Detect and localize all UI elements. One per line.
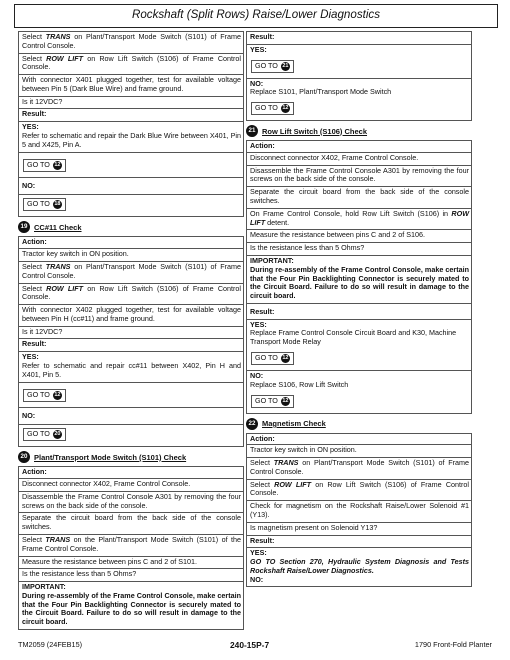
step-text: Measure the resistance between pins C and 2 of S106.: [246, 230, 472, 243]
page-title: Rockshaft (Split Rows) Raise/Lower Diagnostics: [131, 8, 381, 21]
goto-link[interactable]: [251, 395, 294, 408]
goto-label: GO TO: [27, 389, 50, 399]
yes-block: [246, 320, 472, 371]
section-number-badge: 20: [18, 451, 30, 463]
section-number-badge: 22: [246, 418, 258, 430]
question-text: Is the resistance less than 5 Ohms?: [246, 243, 472, 256]
page-footer: [18, 641, 492, 653]
goto-label: GO TO: [27, 429, 50, 439]
yes-label: YES:: [22, 352, 39, 362]
goto-label: GO TO: [255, 353, 278, 363]
step-number-badge: 12: [54, 161, 61, 168]
step-text: Select TRANS on Plant/Transport Mode Switch (S101) of Frame Control Console.: [18, 262, 244, 284]
action-label: Action:: [246, 433, 472, 445]
important-block: [18, 582, 244, 630]
goto-label: GO TO: [255, 103, 278, 113]
step-text: Tractor key switch in ON position.: [18, 248, 244, 262]
important-label: IMPORTANT:: [22, 582, 66, 592]
yes-block: [18, 352, 244, 382]
goto-block: [18, 153, 244, 178]
step-number-badge: 18: [54, 201, 61, 208]
question-text: Is magnetism present on Solenoid Y13?: [246, 523, 472, 536]
goto-link[interactable]: [23, 159, 66, 172]
no-text: Replace S106, Row Lift Switch: [250, 379, 349, 389]
no-block: [246, 79, 472, 122]
goto-label: GO TO: [27, 159, 50, 169]
goto-link[interactable]: [251, 60, 294, 73]
step-number-badge: 12: [282, 354, 289, 361]
footer-doc-id: TM2059 (24FEB15): [18, 640, 83, 649]
step-text: On Frame Control Console, hold Row Lift Switch (S106) in ROW LIFT detent.: [246, 209, 472, 231]
action-label: Action:: [246, 140, 472, 152]
step-text: Select TRANS on the Plant/Transport Mode Switch (S101) of the Frame Control Console.: [18, 535, 244, 557]
step-text: Disconnect connector X402, Frame Control Console.: [246, 152, 472, 166]
question-text: Is the resistance less than 5 Ohms?: [18, 569, 244, 582]
result-label: Result:: [246, 304, 472, 320]
yes-label: YES:: [22, 122, 39, 132]
action-label: Action:: [18, 236, 244, 248]
page-header: [14, 4, 498, 28]
step-text: Disassemble the Frame Control Console A301 by removing the four screws on the back side of the console.: [246, 166, 472, 188]
section-heading: [18, 451, 244, 463]
step-text: Select TRANS on Plant/Transport Mode Switch (S101) of Frame Control Console.: [18, 31, 244, 54]
yes-text: Replace Frame Control Console Circuit Board and K30, Machine Transport Mode Relay: [250, 328, 457, 347]
action-label: Action:: [18, 466, 244, 478]
goto-label: GO TO: [255, 60, 278, 70]
section-title: CC#11 Check: [34, 222, 82, 232]
step-text: Select TRANS on Plant/Transport Mode Switch (S101) of Frame Control Console.: [246, 458, 472, 480]
yes-text: GO TO Section 270, Hydraulic System Diagnosis and Tests Rockshaft Raise/Lower Diagnostics.: [250, 557, 469, 575]
no-label: NO:: [18, 408, 244, 426]
yes-text: Refer to schematic and repair the Dark Blue Wire between X401, Pin 5 and X425, Pin A.: [22, 131, 241, 149]
step-text: Select ROW LIFT on Row Lift Switch (S106) of Frame Control Console.: [18, 54, 244, 76]
no-block: [246, 371, 472, 414]
yes-label: YES:: [250, 44, 267, 54]
section-title: Magnetism Check: [262, 418, 326, 428]
step-text: Measure the resistance between pins C and 2 of S101.: [18, 557, 244, 570]
important-label: IMPORTANT:: [250, 255, 294, 265]
step-number-badge: 21: [282, 62, 289, 69]
yes-block: [18, 122, 244, 152]
no-label: NO:: [250, 78, 264, 88]
goto-block: [18, 383, 244, 408]
important-block: [246, 256, 472, 304]
no-label: NO:: [250, 370, 264, 380]
result-label: Result:: [246, 536, 472, 549]
no-label: NO:: [18, 178, 244, 196]
goto-block: [18, 195, 244, 217]
section-number-badge: 21: [246, 125, 258, 137]
result-label: Result:: [246, 31, 472, 45]
goto-link[interactable]: [251, 102, 294, 115]
step-text: With connector X401 plugged together, test for available voltage between Pin 5 (Dark Blue Wire) and frame ground.: [18, 75, 244, 97]
step-number-badge: 12: [54, 391, 61, 398]
step-number-badge: 12: [282, 397, 289, 404]
yes-block: [246, 45, 472, 79]
step-text: Separate the circuit board from the back side of the console switches.: [246, 187, 472, 209]
left-column: [18, 31, 244, 630]
right-column: [246, 31, 472, 587]
section-number-badge: 19: [18, 221, 30, 233]
goto-block: [18, 425, 244, 447]
goto-link[interactable]: [23, 389, 66, 402]
goto-label: GO TO: [255, 395, 278, 405]
no-label: NO:: [250, 574, 264, 584]
yes-label: YES:: [250, 319, 267, 329]
step-text: With connector X402 plugged together, test for available voltage between Pin H (cc#11) and frame ground.: [18, 305, 244, 327]
step-text: Separate the circuit board from the back side of the console switches.: [18, 513, 244, 535]
yes-text: Refer to schematic and repair cc#11 between X402, Pin H and X401, Pin 5.: [22, 360, 241, 379]
goto-link[interactable]: [23, 198, 66, 211]
step-number-badge: 20: [54, 431, 61, 438]
footer-page-number: 240-15P-7: [230, 640, 270, 650]
yes-label: YES:: [250, 548, 267, 558]
step-text: Tractor key switch in ON position.: [246, 444, 472, 458]
question-text: Is it 12VDC?: [18, 327, 244, 340]
no-text: Replace S101, Plant/Transport Mode Switch: [250, 87, 392, 97]
important-text: During re-assembly of the Frame Control Console, make certain that the Four Pin Backlighting Connector is securely mated to the Circuit Board. Failure to do so will result in damage to the circuit board.: [250, 264, 469, 301]
goto-link[interactable]: [251, 352, 294, 365]
step-text: Select ROW LIFT on Row Lift Switch (S106) of Frame Control Console.: [18, 284, 244, 306]
step-text: Disconnect connector X402, Frame Control Console.: [18, 478, 244, 492]
result-label: Result:: [18, 339, 244, 352]
important-text: During re-assembly of the Frame Control Console, make certain that the Four Pin Backlighting Connector is securely mated to the Circuit Board. Failure to do so will result in damage to the circuit board.: [22, 590, 241, 627]
section-heading: [246, 418, 472, 430]
step-text: Check for magnetism on the Rockshaft Raise/Lower Solenoid #1 (Y13).: [246, 501, 472, 523]
result-label: Result:: [18, 109, 244, 122]
yes-block: [246, 548, 472, 587]
step-text: Select ROW LIFT on Row Lift Switch (S106) of Frame Control Console.: [246, 480, 472, 502]
step-text: Disassemble the Frame Control Console A301 by removing the four screws on the back side of the console.: [18, 492, 244, 514]
step-number-badge: 12: [282, 105, 289, 112]
goto-label: GO TO: [27, 199, 50, 209]
question-text: Is it 12VDC?: [18, 97, 244, 110]
section-title: Row Lift Switch (S106) Check: [262, 126, 368, 136]
section-heading: [246, 125, 472, 137]
section-title: Plant/Transport Mode Switch (S101) Check: [34, 452, 187, 462]
footer-product: 1790 Front-Fold Planter: [414, 640, 492, 649]
goto-link[interactable]: [23, 428, 66, 441]
section-heading: [18, 221, 244, 233]
